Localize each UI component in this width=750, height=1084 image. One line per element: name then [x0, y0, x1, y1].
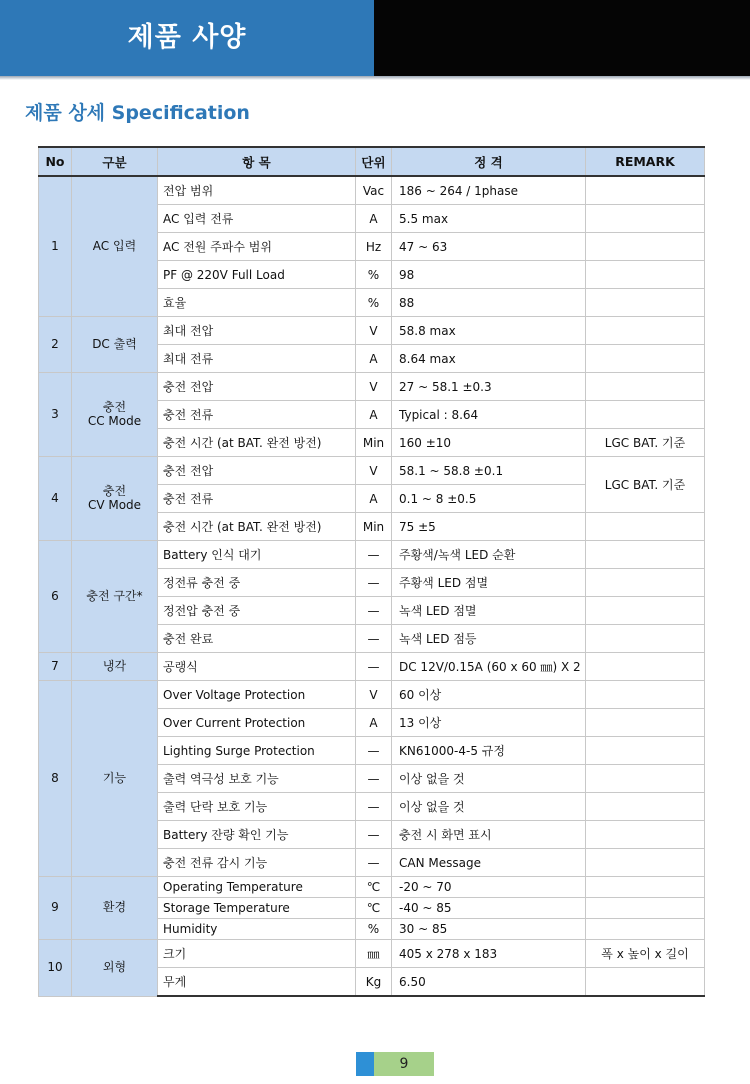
- row-unit: %: [356, 261, 392, 289]
- row-item: 충전 전류: [158, 401, 356, 429]
- row-category: DC 출력: [72, 317, 158, 373]
- row-remark: [586, 373, 705, 401]
- page-title: 제품 사양: [127, 22, 247, 53]
- row-remark: [586, 205, 705, 233]
- row-remark: [586, 898, 705, 919]
- row-item: PF @ 220V Full Load: [158, 261, 356, 289]
- row-rating: 6.50: [392, 968, 586, 997]
- row-unit: V: [356, 373, 392, 401]
- row-item: 출력 역극성 보호 기능: [158, 765, 356, 793]
- row-rating: 주황색/녹색 LED 순환: [392, 541, 586, 569]
- row-remark: [586, 919, 705, 940]
- row-unit: —: [356, 737, 392, 765]
- row-category: 충전 구간*: [72, 541, 158, 653]
- table-row: [39, 317, 705, 345]
- row-unit: Min: [356, 429, 392, 457]
- row-remark: 폭 x 높이 x 길이: [586, 940, 705, 968]
- row-remark: [586, 737, 705, 765]
- row-unit: —: [356, 849, 392, 877]
- row-item: Lighting Surge Protection: [158, 737, 356, 765]
- row-unit: —: [356, 793, 392, 821]
- page-number: 9: [374, 1052, 434, 1076]
- row-category: 냉각: [72, 653, 158, 681]
- row-item: Battery 인식 대기: [158, 541, 356, 569]
- row-unit: —: [356, 821, 392, 849]
- table-header-row: [39, 147, 705, 176]
- row-category: 환경: [72, 877, 158, 940]
- row-item: 충전 완료: [158, 625, 356, 653]
- row-rating: 58.8 max: [392, 317, 586, 345]
- row-unit: V: [356, 317, 392, 345]
- table-row: [39, 877, 705, 898]
- row-rating: 405 x 278 x 183: [392, 940, 586, 968]
- row-rating: 186 ~ 264 / 1phase: [392, 176, 586, 205]
- row-number: 8: [39, 681, 72, 877]
- row-remark: [586, 176, 705, 205]
- section-subtitle: 제품 상세 Specification: [25, 102, 250, 124]
- row-unit: Min: [356, 513, 392, 541]
- table-row: [39, 373, 705, 401]
- row-item: AC 입력 전류: [158, 205, 356, 233]
- row-unit: %: [356, 289, 392, 317]
- row-remark: [586, 233, 705, 261]
- row-item: 효율: [158, 289, 356, 317]
- row-unit: A: [356, 345, 392, 373]
- row-rating: 녹색 LED 점등: [392, 625, 586, 653]
- spec-table: [38, 146, 705, 997]
- row-number: 6: [39, 541, 72, 653]
- row-number: 1: [39, 176, 72, 317]
- row-unit: —: [356, 541, 392, 569]
- row-item: 공랭식: [158, 653, 356, 681]
- col-header-item: 항 목: [158, 147, 356, 176]
- row-remark: LGC BAT. 기준: [586, 429, 705, 457]
- page-marker-accent: [356, 1052, 374, 1076]
- row-unit: ℃: [356, 877, 392, 898]
- row-item: 충전 전압: [158, 457, 356, 485]
- row-rating: 58.1 ~ 58.8 ±0.1: [392, 457, 586, 485]
- row-item: 최대 전류: [158, 345, 356, 373]
- row-item: 정전압 충전 중: [158, 597, 356, 625]
- row-item: 충전 전류 감시 기능: [158, 849, 356, 877]
- row-item: Over Current Protection: [158, 709, 356, 737]
- row-unit: %: [356, 919, 392, 940]
- row-number: 3: [39, 373, 72, 457]
- table-row: [39, 940, 705, 968]
- row-category: 충전 CC Mode: [72, 373, 158, 457]
- table-row: [39, 681, 705, 709]
- row-unit: A: [356, 205, 392, 233]
- row-number: 4: [39, 457, 72, 541]
- row-number: 10: [39, 940, 72, 997]
- header-shadow: [0, 76, 750, 80]
- row-unit: —: [356, 653, 392, 681]
- row-item: 정전류 충전 중: [158, 569, 356, 597]
- row-item: 최대 전압: [158, 317, 356, 345]
- table-row: [39, 457, 705, 485]
- row-rating: 녹색 LED 점멸: [392, 597, 586, 625]
- row-rating: DC 12V/0.15A (60 x 60 ㎜) X 2: [392, 653, 586, 681]
- row-item: 전압 범위: [158, 176, 356, 205]
- row-item: Humidity: [158, 919, 356, 940]
- row-number: 2: [39, 317, 72, 373]
- row-remark: [586, 821, 705, 849]
- row-unit: V: [356, 457, 392, 485]
- row-rating: 13 이상: [392, 709, 586, 737]
- row-rating: Typical : 8.64: [392, 401, 586, 429]
- row-category: 외형: [72, 940, 158, 997]
- row-rating: -20 ~ 70: [392, 877, 586, 898]
- row-item: 충전 전류: [158, 485, 356, 513]
- table-row: [39, 541, 705, 569]
- table-row: [39, 176, 705, 205]
- row-unit: ㎜: [356, 940, 392, 968]
- row-remark: [586, 541, 705, 569]
- row-item: Over Voltage Protection: [158, 681, 356, 709]
- col-header-category: 구분: [72, 147, 158, 176]
- row-rating: 8.64 max: [392, 345, 586, 373]
- row-item: 출력 단락 보호 기능: [158, 793, 356, 821]
- row-remark: [586, 849, 705, 877]
- row-unit: —: [356, 569, 392, 597]
- row-remark: [586, 401, 705, 429]
- row-unit: ℃: [356, 898, 392, 919]
- row-remark: [586, 597, 705, 625]
- row-rating: CAN Message: [392, 849, 586, 877]
- row-rating: 27 ~ 58.1 ±0.3: [392, 373, 586, 401]
- col-header-remark: REMARK: [586, 147, 705, 176]
- row-item: 충전 시간 (at BAT. 완전 방전): [158, 429, 356, 457]
- row-remark: [586, 261, 705, 289]
- row-remark: [586, 317, 705, 345]
- row-item: 무게: [158, 968, 356, 997]
- row-item: Battery 잔량 확인 기능: [158, 821, 356, 849]
- col-header-unit: 단위: [356, 147, 392, 176]
- row-item: 충전 전압: [158, 373, 356, 401]
- row-category: 충전 CV Mode: [72, 457, 158, 541]
- row-rating: 주황색 LED 점멸: [392, 569, 586, 597]
- row-unit: A: [356, 485, 392, 513]
- row-remark: LGC BAT. 기준: [586, 457, 705, 513]
- row-remark: [586, 968, 705, 997]
- row-item: 크기: [158, 940, 356, 968]
- row-unit: Vac: [356, 176, 392, 205]
- row-rating: -40 ~ 85: [392, 898, 586, 919]
- row-item: Storage Temperature: [158, 898, 356, 919]
- row-category: AC 입력: [72, 176, 158, 317]
- row-rating: 충전 시 화면 표시: [392, 821, 586, 849]
- row-remark: [586, 877, 705, 898]
- row-unit: A: [356, 401, 392, 429]
- row-unit: Hz: [356, 233, 392, 261]
- row-remark: [586, 765, 705, 793]
- row-rating: 0.1 ~ 8 ±0.5: [392, 485, 586, 513]
- row-rating: 47 ~ 63: [392, 233, 586, 261]
- row-unit: —: [356, 597, 392, 625]
- row-rating: 98: [392, 261, 586, 289]
- row-unit: V: [356, 681, 392, 709]
- row-rating: 160 ±10: [392, 429, 586, 457]
- row-rating: 88: [392, 289, 586, 317]
- row-category: 기능: [72, 681, 158, 877]
- row-remark: [586, 625, 705, 653]
- col-header-rating: 정 격: [392, 147, 586, 176]
- row-rating: 이상 없을 것: [392, 765, 586, 793]
- row-rating: 60 이상: [392, 681, 586, 709]
- row-unit: Kg: [356, 968, 392, 997]
- row-rating: 이상 없을 것: [392, 793, 586, 821]
- row-number: 9: [39, 877, 72, 940]
- row-item: Operating Temperature: [158, 877, 356, 898]
- row-item: 충전 시간 (at BAT. 완전 방전): [158, 513, 356, 541]
- header-banner-dark: [374, 0, 750, 76]
- row-remark: [586, 289, 705, 317]
- row-remark: [586, 569, 705, 597]
- row-unit: —: [356, 765, 392, 793]
- row-rating: KN61000-4-5 규정: [392, 737, 586, 765]
- row-remark: [586, 345, 705, 373]
- row-remark: [586, 653, 705, 681]
- row-rating: 5.5 max: [392, 205, 586, 233]
- row-remark: [586, 681, 705, 709]
- table-row: [39, 653, 705, 681]
- row-item: AC 전원 주파수 범위: [158, 233, 356, 261]
- row-number: 7: [39, 653, 72, 681]
- row-rating: 75 ±5: [392, 513, 586, 541]
- row-remark: [586, 513, 705, 541]
- row-remark: [586, 709, 705, 737]
- row-unit: —: [356, 625, 392, 653]
- row-remark: [586, 793, 705, 821]
- row-unit: A: [356, 709, 392, 737]
- row-rating: 30 ~ 85: [392, 919, 586, 940]
- col-header-no: No: [39, 147, 72, 176]
